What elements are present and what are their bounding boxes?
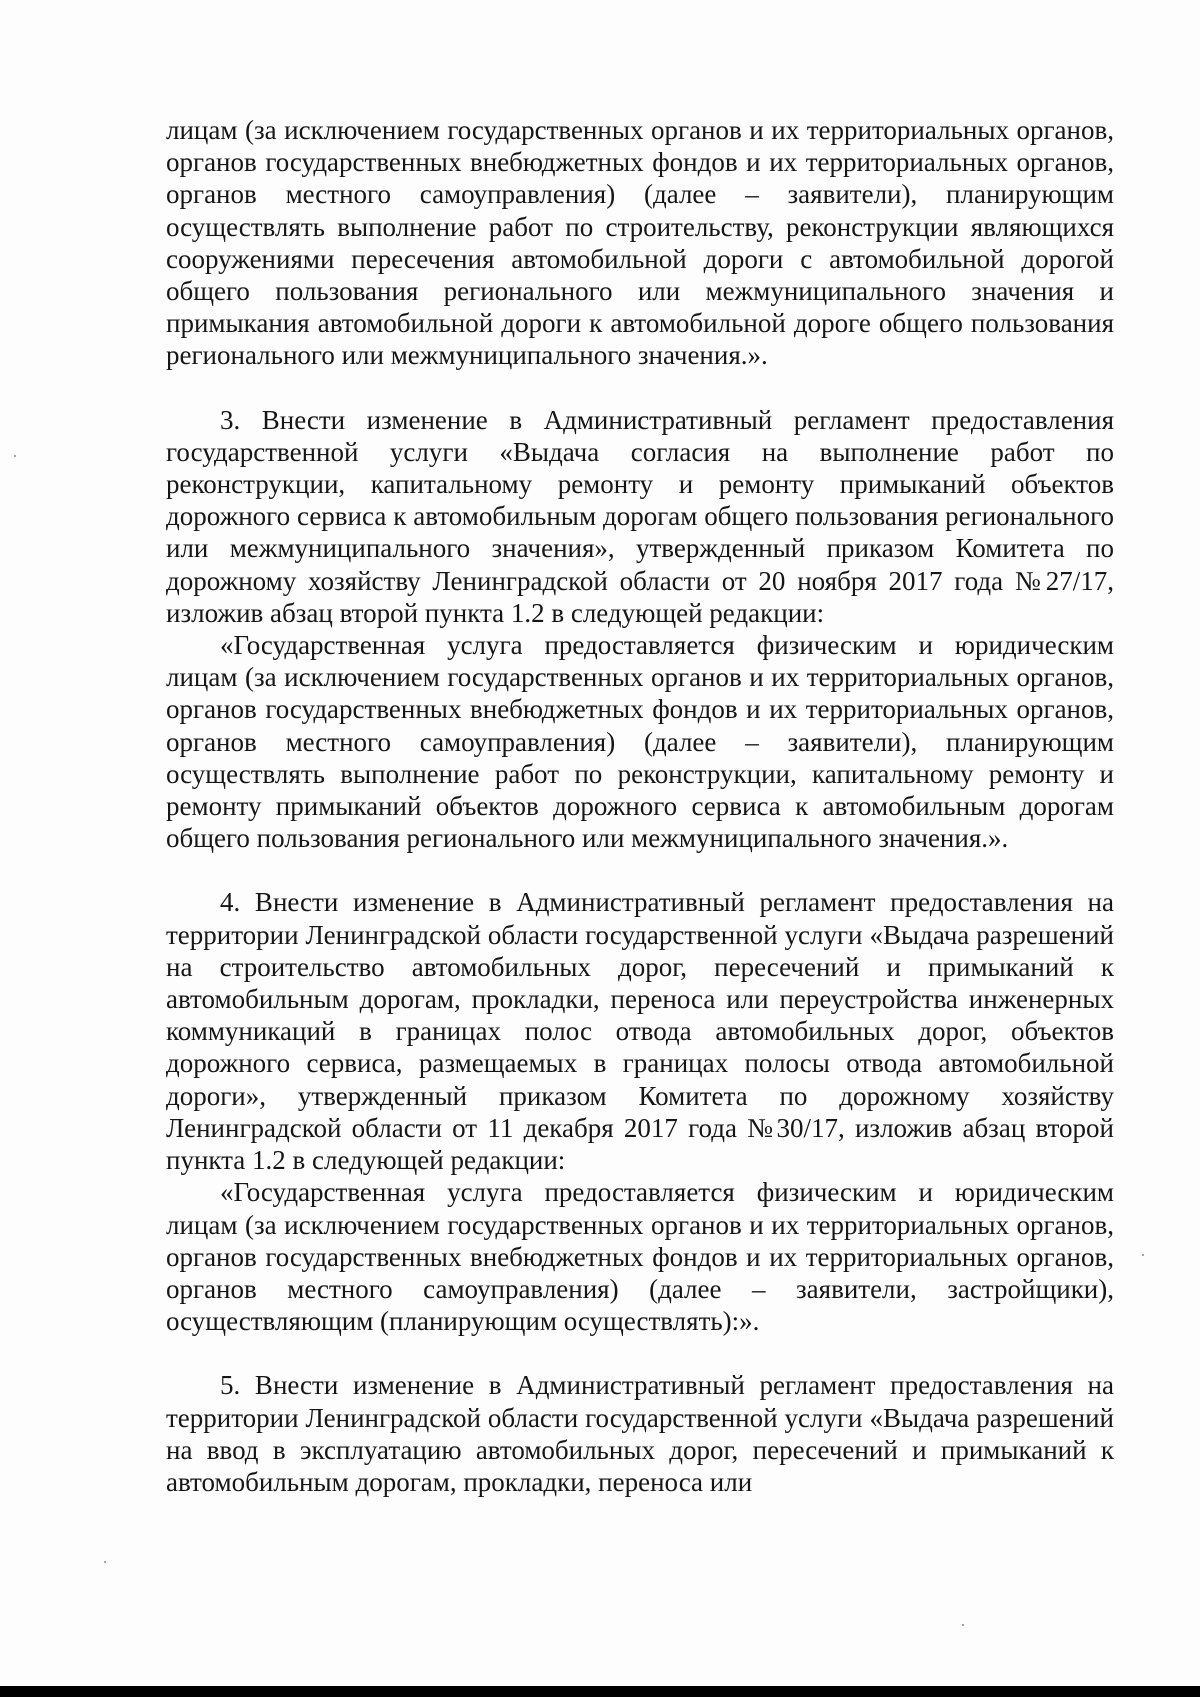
paragraph-quote-3: «Государственная услуга предоставляется физическим и юридическим лицам (за исключением государственных органов и их территориальных органов, органов государственных внебюджетных фондов и их территориальных органов, органов местного самоуправления) (далее – заявители), планирующим осуществлять выполнение работ по реконструкции, капитальному ремонту и ремонту примыканий объектов дорожного сервиса к автомобильным дорогам общего пользования регионального или межмуниципального значения.». [166, 630, 1114, 854]
scan-speck [962, 1624, 964, 1626]
paragraph-gap [166, 372, 1114, 404]
scan-speck [14, 455, 16, 457]
scan-bottom-edge [0, 1686, 1200, 1697]
paragraph-item-4: 4. Внести изменение в Административный регламент предоставления на территории Ленинградской области государственной услуги «Выдача разрешений на строительство автомобильных дорог, пересечений и примыканий к автомобильным дорогам, прокладки, переноса или переустройства инженерных коммуникаций в границах полос отвода автомобильных дорог, объектов дорожного сервиса, размещаемых в границах полосы отвода автомобильной дороги», утвержденный приказом Комитета по дорожному хозяйству Ленинградской области от 11 декабря 2017 года №30/17, изложив абзац второй пункта 1.2 в следующей редакции: [166, 887, 1114, 1176]
paragraph-gap [166, 1337, 1114, 1369]
paragraph-gap [166, 854, 1114, 886]
paragraph-continuation: лицам (за исключением государственных органов и их территориальных органов, органов государственных внебюджетных фондов и их территориальных органов, органов местного самоуправления) (далее – заявители), планирующим осуществлять выполнение работ по строительству, реконструкции являющихся сооружениями пересечения автомобильной дороги с автомобильной дорогой общего пользования регионального или межмуниципального значения и примыкания автомобильной дороги к автомобильной дороге общего пользования регионального или межмуниципального значения.». [166, 115, 1114, 371]
document-body [166, 114, 1114, 1498]
scan-speck [1142, 1254, 1144, 1256]
paragraph-quote-4: «Государственная услуга предоставляется физическим и юридическим лицам (за исключением государственных органов и их территориальных органов, органов государственных внебюджетных фондов и их территориальных органов, органов местного самоуправления) (далее – заявители, застройщики), осуществляющим (планирующим осуществлять):». [166, 1177, 1114, 1337]
paragraph-item-3: 3. Внести изменение в Административный регламент предоставления государственной услуги «Выдача согласия на выполнение работ по реконструкции, капитальному ремонту и ремонту примыканий объектов дорожного сервиса к автомобильным дорогам общего пользования регионального или межмуниципального значения», утвержденный приказом Комитета по дорожному хозяйству Ленинградской области от 20 ноября 2017 года №27/17, изложив абзац второй пункта 1.2 в следующей редакции: [166, 404, 1114, 628]
paragraph-item-5: 5. Внести изменение в Административный регламент предоставления на территории Ленинградской области государственной услуги «Выдача разрешений на ввод в эксплуатацию автомобильных дорог, пересечений и примыканий к автомобильным дорогам, прокладки, переноса или [166, 1370, 1114, 1497]
scan-speck [104, 1561, 106, 1563]
